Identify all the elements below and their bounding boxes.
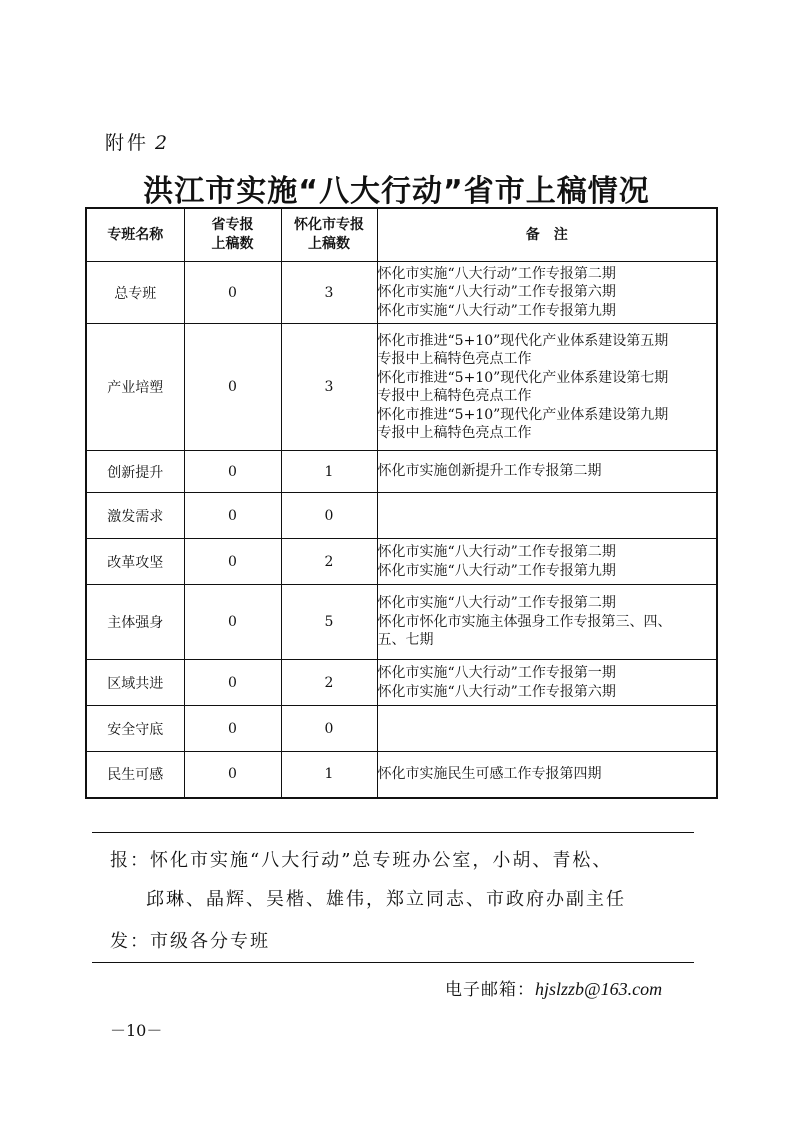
row-remarks <box>377 262 717 324</box>
row-city-count: 1 <box>281 451 377 493</box>
row-provincial-count: 0 <box>184 706 281 752</box>
row-city-count: 5 <box>281 585 377 660</box>
row-provincial-count: 0 <box>184 262 281 324</box>
row-name: 改革攻坚 <box>86 539 184 585</box>
top-divider <box>92 832 694 833</box>
row-name: 主体强身 <box>86 585 184 660</box>
table-row <box>86 262 717 324</box>
row-city-count: 0 <box>281 493 377 539</box>
remark-line: 怀化市实施“八大行动”工作专报第六期 <box>377 683 616 700</box>
attachment-number: 2 <box>155 132 171 154</box>
row-remarks <box>377 324 717 451</box>
row-name: 区域共进 <box>86 660 184 706</box>
table-row <box>86 324 717 451</box>
remark-line: 专报中上稿特色亮点工作 <box>377 425 532 441</box>
row-remarks <box>377 493 717 539</box>
report-line-2: 邱琳、晶辉、吴楷、雄伟，郑立同志、市政府办副主任 <box>146 889 626 910</box>
row-name: 民生可感 <box>86 752 184 798</box>
submission-table <box>85 207 718 799</box>
header-provincial-line2: 上稿数 <box>211 236 254 252</box>
row-name: 安全守底 <box>86 706 184 752</box>
row-name: 总专班 <box>86 262 184 324</box>
row-provincial-count: 0 <box>184 493 281 539</box>
remark-line: 怀化市实施“八大行动”工作专报第九期 <box>377 562 616 579</box>
table-body <box>86 262 717 798</box>
bottom-divider <box>92 962 694 963</box>
row-name: 创新提升 <box>86 451 184 493</box>
row-city-count: 2 <box>281 539 377 585</box>
email-line <box>445 975 662 1000</box>
email-address: hjslzzb@163.com <box>535 979 663 999</box>
row-remarks <box>377 706 717 752</box>
header-city-line1: 怀化市专报 <box>294 217 364 233</box>
email-label: 电子邮箱： <box>445 980 535 1000</box>
table-row <box>86 706 717 752</box>
table-row <box>86 660 717 706</box>
row-city-count: 3 <box>281 262 377 324</box>
remark-line: 怀化市怀化市实施主体强身工作专报第三、四、 <box>377 613 672 630</box>
row-provincial-count: 0 <box>184 539 281 585</box>
row-city-count: 0 <box>281 706 377 752</box>
row-remarks <box>377 539 717 585</box>
row-city-count: 2 <box>281 660 377 706</box>
row-provincial-count: 0 <box>184 451 281 493</box>
remark-line: 怀化市实施“八大行动”工作专报第九期 <box>377 302 616 319</box>
row-name: 产业培塑 <box>86 324 184 451</box>
page-title: 洪江市实施“八大行动”省市上稿情况 <box>143 174 650 209</box>
header-provincial <box>184 208 281 262</box>
row-city-count: 3 <box>281 324 377 451</box>
table-row <box>86 451 717 493</box>
remark-line: 五、七期 <box>377 632 434 649</box>
table-header-row <box>86 208 717 262</box>
remark-line: 怀化市实施“八大行动”工作专报第二期 <box>377 544 616 560</box>
page-number: －10－ <box>110 1021 163 1040</box>
remark-line: 怀化市推进“5+10”现代化产业体系建设第九期 <box>377 406 669 423</box>
row-provincial-count: 0 <box>184 324 281 451</box>
remark-line: 怀化市推进“5+10”现代化产业体系建设第七期 <box>377 369 669 386</box>
remark-line: 怀化市实施“八大行动”工作专报第二期 <box>377 265 616 282</box>
table-row <box>86 752 717 798</box>
header-remarks: 备 注 <box>377 208 717 262</box>
header-name: 专班名称 <box>86 208 184 262</box>
remark-line: 专报中上稿特色亮点工作 <box>377 388 532 404</box>
remark-line: 怀化市实施民生可感工作专报第四期 <box>377 766 602 782</box>
row-provincial-count: 0 <box>184 585 281 660</box>
header-provincial-line1: 省专报 <box>211 217 254 233</box>
remark-line: 怀化市实施创新提升工作专报第二期 <box>377 463 602 480</box>
remark-line: 怀化市实施“八大行动”工作专报第一期 <box>377 665 616 681</box>
row-name: 激发需求 <box>86 493 184 539</box>
attachment-label <box>105 128 170 155</box>
row-provincial-count: 0 <box>184 660 281 706</box>
row-remarks <box>377 451 717 493</box>
row-remarks <box>377 585 717 660</box>
table-row <box>86 539 717 585</box>
attachment-text: 附件 <box>105 132 150 154</box>
row-city-count: 1 <box>281 752 377 798</box>
row-remarks <box>377 752 717 798</box>
remark-line: 怀化市实施“八大行动”工作专报第二期 <box>377 595 616 612</box>
table-row <box>86 493 717 539</box>
table-row <box>86 585 717 660</box>
remark-line: 怀化市实施“八大行动”工作专报第六期 <box>377 284 616 301</box>
row-remarks <box>377 660 717 706</box>
header-city-line2: 上稿数 <box>308 236 350 252</box>
report-line-1: 报：怀化市实施“八大行动”总专班办公室，小胡、青松、 <box>110 850 613 871</box>
remark-line: 专报中上稿特色亮点工作 <box>377 351 532 367</box>
header-city <box>281 208 377 262</box>
send-line: 发：市级各分专班 <box>110 931 270 952</box>
row-provincial-count: 0 <box>184 752 281 798</box>
remark-line: 怀化市推进“5+10”现代化产业体系建设第五期 <box>377 332 669 349</box>
